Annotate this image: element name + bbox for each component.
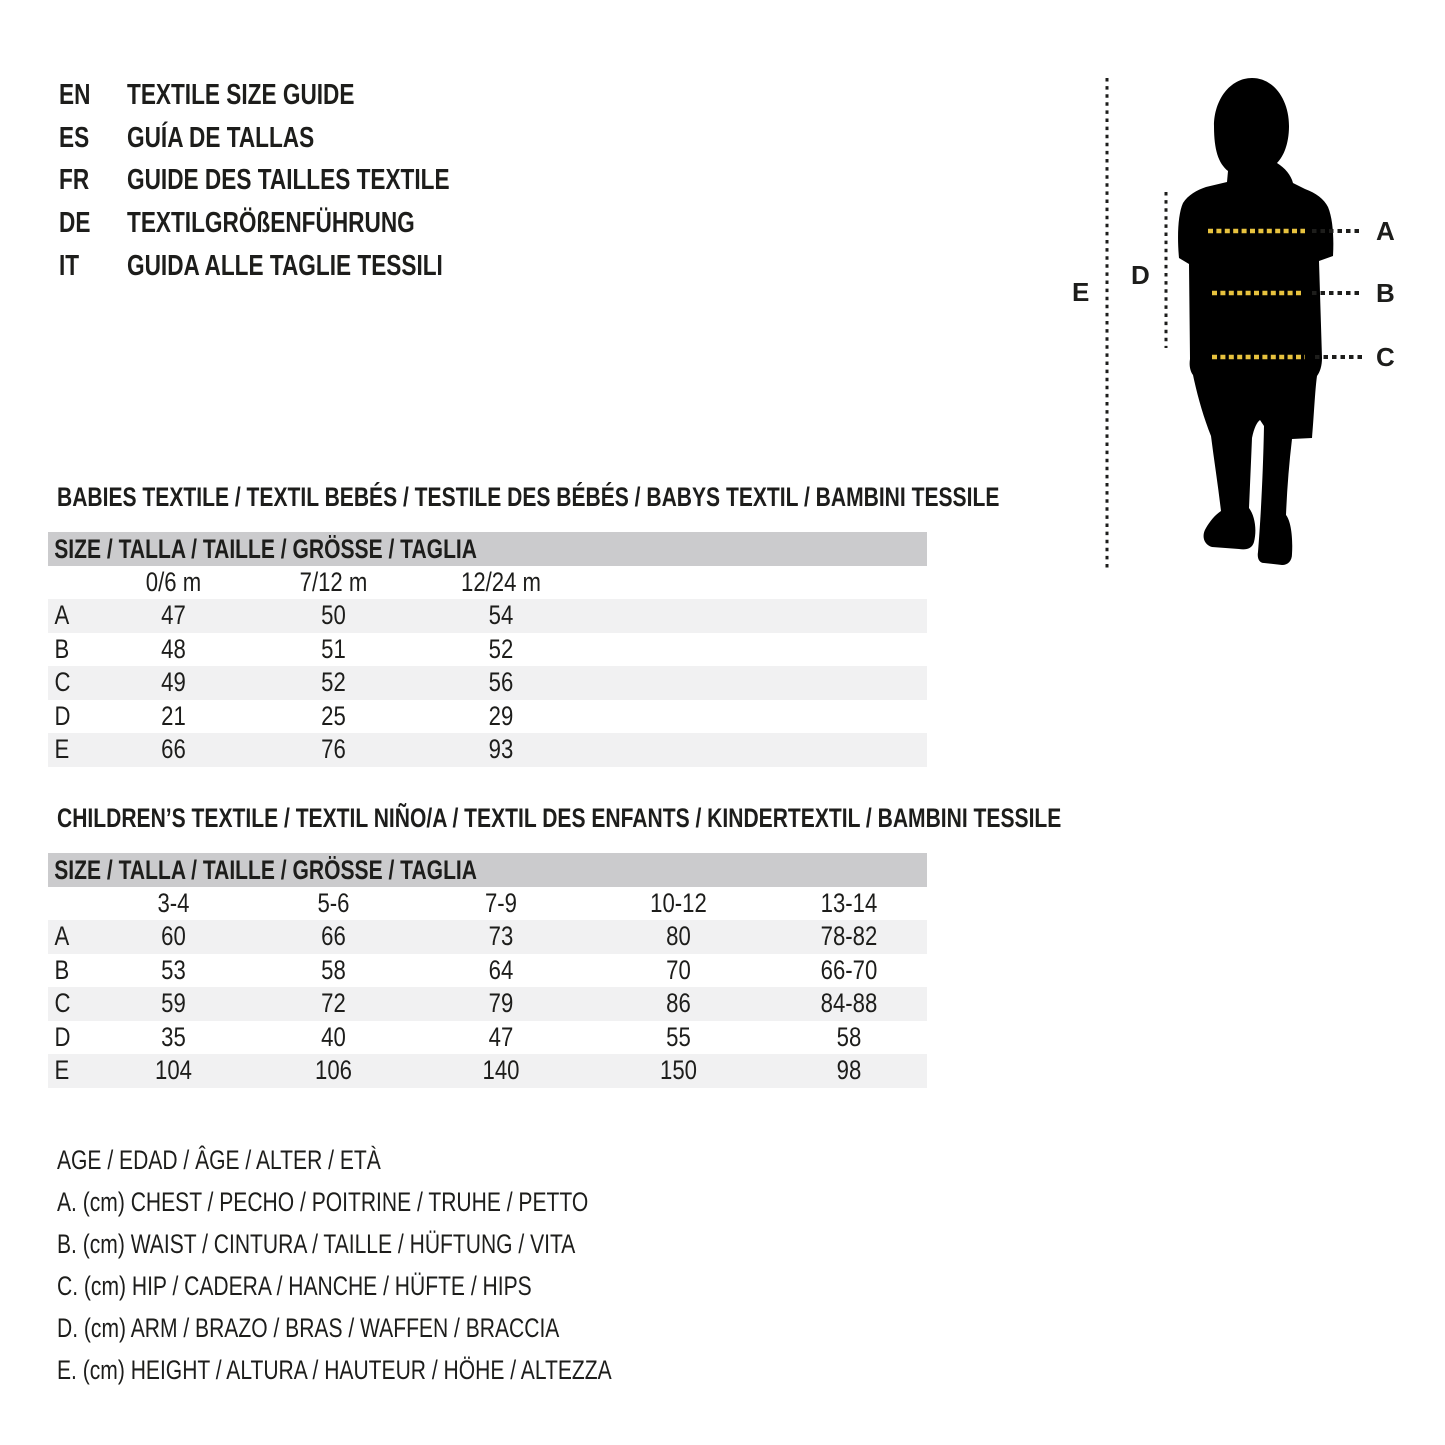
table-cell: 70 — [666, 954, 691, 985]
children-size-table — [48, 853, 927, 1088]
column-header: 7/12 m — [299, 567, 368, 597]
table-cell: 59 — [161, 988, 186, 1018]
table-cell: 60 — [161, 921, 186, 951]
table-cell: 52 — [488, 633, 514, 664]
empty-cell — [785, 733, 913, 767]
guide-title-fr: GUIDE DES TAILLES TEXTILE — [127, 164, 450, 197]
empty-cell — [785, 666, 913, 700]
row-label: C — [54, 988, 71, 1018]
column-header: 12/24 m — [460, 567, 542, 597]
table-cell: 58 — [321, 954, 346, 985]
babies-size-header-bar — [48, 532, 927, 566]
table-cell: 51 — [321, 633, 346, 664]
children-section-title: CHILDREN’S TEXTILE / TEXTIL NIÑO/A / TEXTIL DES ENFANTS / KINDERTEXTIL / BAMBINI TESSILE — [57, 803, 1062, 833]
babies-section-title: BABIES TEXTILE / TEXTIL BEBÉS / TESTILE DES BÉBÉS / BABYS TEXTIL / BAMBINI TESSILE — [57, 482, 1000, 512]
figure-label-b: B — [1376, 278, 1395, 308]
table-cell: 79 — [488, 988, 514, 1018]
empty-cell — [603, 599, 755, 633]
row-label: D — [54, 700, 71, 731]
table-cell: 21 — [161, 700, 186, 731]
table-cell: 104 — [155, 1055, 192, 1085]
table-cell: 140 — [482, 1055, 520, 1085]
table-row-e — [48, 1054, 927, 1088]
figure-label-c: C — [1376, 342, 1395, 372]
table-cell: 66 — [161, 734, 186, 764]
column-header: 13-14 — [820, 888, 878, 918]
table-cell: 52 — [321, 667, 346, 697]
language-code: FR — [59, 164, 90, 197]
table-row-c — [48, 987, 927, 1021]
empty-cell — [603, 666, 755, 700]
children-size-header-bar — [48, 853, 927, 887]
table-cell: 55 — [666, 1021, 691, 1052]
table-row-d — [48, 1021, 927, 1055]
row-label: E — [54, 734, 70, 764]
column-header: 0/6 m — [145, 567, 202, 597]
table-row-d — [48, 700, 927, 734]
table-cell: 66 — [321, 921, 346, 951]
empty-cell — [785, 599, 913, 633]
table-cell: 48 — [161, 633, 186, 664]
table-cell: 84-88 — [820, 988, 878, 1018]
empty-cell — [603, 566, 755, 599]
corner-cell — [48, 887, 87, 920]
size-header-text: SIZE / TALLA / TAILLE / GRÖSSE / TAGLIA — [54, 855, 477, 885]
measurement-figure — [1060, 60, 1445, 590]
language-row-es — [59, 117, 659, 160]
language-code: DE — [59, 207, 91, 240]
babies-size-table — [48, 532, 927, 767]
table-cell: 50 — [321, 600, 346, 630]
table-cell: 150 — [660, 1055, 697, 1085]
figure-label-a: A — [1376, 216, 1395, 246]
table-cell: 76 — [321, 734, 346, 764]
language-row-fr — [59, 159, 659, 202]
row-label: E — [54, 1055, 70, 1085]
table-cell: 78-82 — [820, 921, 878, 951]
figure-label-d: D — [1131, 260, 1150, 290]
table-cell: 25 — [321, 700, 346, 731]
legend-arm: D. (cm) ARM / BRAZO / BRAS / WAFFEN / BRACCIA — [57, 1313, 560, 1343]
legend-chest: A. (cm) CHEST / PECHO / POITRINE / TRUHE / PETTO — [57, 1187, 589, 1217]
size-header-text: SIZE / TALLA / TAILLE / GRÖSSE / TAGLIA — [54, 534, 477, 564]
table-cell: 66-70 — [820, 954, 878, 985]
table-cell: 47 — [488, 1021, 514, 1052]
row-label: B — [54, 633, 70, 664]
table-cell: 58 — [836, 1021, 862, 1052]
empty-cell — [603, 700, 755, 734]
table-cell: 73 — [488, 921, 514, 951]
empty-cell — [603, 633, 755, 667]
guide-title-de: TEXTILGRÖßENFÜHRUNG — [127, 207, 415, 240]
guide-title-it: GUIDA ALLE TAGLIE TESSILI — [127, 249, 443, 282]
measurement-legend — [57, 1139, 768, 1391]
table-row-b — [48, 954, 927, 988]
language-row-it — [59, 245, 659, 288]
table-cell: 80 — [666, 921, 691, 951]
children-column-header-row — [48, 887, 927, 920]
row-label: A — [54, 921, 70, 951]
column-header: 3-4 — [157, 888, 190, 918]
legend-height: E. (cm) HEIGHT / ALTURA / HAUTEUR / HÖHE / ALTEZZA — [57, 1355, 612, 1385]
column-header: 7-9 — [484, 888, 518, 918]
table-row-b — [48, 633, 927, 667]
corner-cell — [48, 566, 87, 599]
row-label: B — [54, 954, 70, 985]
empty-cell — [785, 700, 913, 734]
table-cell: 53 — [161, 954, 186, 985]
table-cell: 40 — [321, 1021, 346, 1052]
table-cell: 106 — [315, 1055, 352, 1085]
language-code: EN — [59, 79, 91, 111]
child-silhouette — [1178, 78, 1333, 565]
language-code: ES — [59, 121, 90, 154]
table-cell: 35 — [161, 1021, 186, 1052]
column-header: 10-12 — [650, 888, 707, 918]
babies-column-header-row — [48, 566, 927, 599]
row-label: D — [54, 1021, 71, 1052]
table-cell: 56 — [488, 667, 514, 697]
table-cell: 54 — [488, 600, 514, 630]
table-cell: 47 — [161, 600, 186, 630]
table-cell: 29 — [488, 700, 514, 731]
table-cell: 98 — [836, 1055, 862, 1085]
row-label: A — [54, 600, 70, 630]
table-cell: 64 — [488, 954, 514, 985]
table-cell: 93 — [488, 734, 514, 764]
legend-hip: C. (cm) HIP / CADERA / HANCHE / HÜFTE / HIPS — [57, 1271, 532, 1301]
table-cell: 86 — [666, 988, 691, 1018]
legend-age: AGE / EDAD / ÂGE / ALTER / ETÀ — [57, 1145, 381, 1175]
figure-label-e: E — [1072, 277, 1090, 307]
table-row-a — [48, 920, 927, 954]
language-code: IT — [59, 249, 80, 282]
row-label: C — [54, 667, 71, 697]
language-row-en — [59, 74, 659, 117]
guide-title-es: GUÍA DE TALLAS — [127, 121, 315, 154]
guide-title-en: TEXTILE SIZE GUIDE — [127, 79, 355, 111]
empty-cell — [785, 633, 913, 667]
empty-cell — [785, 566, 913, 599]
child-silhouette-figure — [1060, 60, 1445, 590]
table-row-e — [48, 733, 927, 767]
empty-cell — [603, 733, 755, 767]
language-row-de — [59, 202, 659, 245]
table-cell: 72 — [321, 988, 346, 1018]
column-header: 5-6 — [317, 888, 350, 918]
legend-waist: B. (cm) WAIST / CINTURA / TAILLE / HÜFTUNG / VITA — [57, 1229, 576, 1259]
table-row-a — [48, 599, 927, 633]
language-title-list — [59, 74, 659, 287]
table-cell: 49 — [161, 667, 186, 697]
table-row-c — [48, 666, 927, 700]
